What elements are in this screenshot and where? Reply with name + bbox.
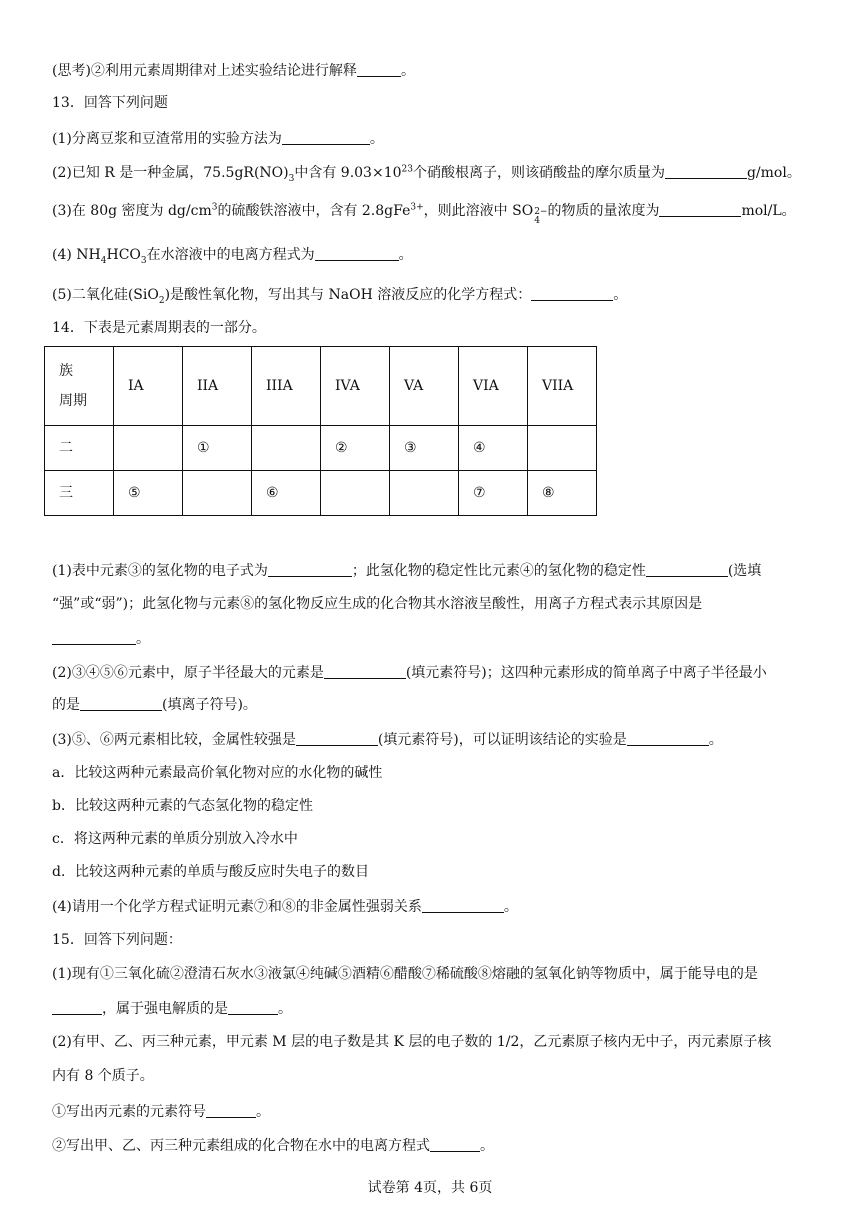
question-14-1-cont: “强”或“弱”)；此氢化物与元素⑧的氢化物反应生成的化合物其水溶液呈酸性，用离子方程式表示其原因是 (52, 596, 703, 612)
group-header: IVA (321, 347, 390, 426)
subscript: 3 (288, 173, 295, 184)
text: ①写出丙元素的元素符号 (52, 1104, 206, 1120)
option-d: d．比较这两种元素的单质与酸反应时失电子的数目 (52, 864, 369, 880)
superscript: 2− (534, 207, 548, 217)
table-header-row (45, 347, 597, 426)
question-13-title: 13．回答下列问题 (52, 95, 168, 111)
question-13-2 (52, 164, 820, 185)
answer-blank[interactable] (52, 1000, 102, 1015)
table-cell (321, 471, 390, 516)
group-header: IIA (183, 347, 252, 426)
table-row (45, 426, 597, 471)
superscript: 23 (401, 164, 413, 175)
answer-blank[interactable] (324, 664, 406, 679)
text: ，则此溶液中 SO (423, 203, 534, 219)
question-12-think-line (52, 62, 820, 80)
period-label: 周期 (59, 393, 87, 409)
text: (3)⑤、⑥两元素相比较，金属性较强是 (52, 732, 296, 748)
text: 。 (708, 732, 723, 748)
table-cell: ⑦ (459, 471, 528, 516)
answer-blank[interactable] (296, 731, 378, 746)
text: 。 (613, 287, 628, 303)
answer-blank[interactable] (531, 286, 613, 301)
text: 。 (278, 1001, 292, 1017)
superscript: 3 (211, 202, 218, 213)
text: 。 (503, 899, 518, 915)
question-15-1-cont (52, 1000, 820, 1018)
answer-blank[interactable] (80, 696, 162, 711)
text: 的物质的量浓度为 (547, 203, 660, 219)
table-cell (183, 471, 252, 516)
question-13-5 (52, 286, 820, 307)
text: (3)在 80g 密度为 dg/cm (52, 203, 212, 219)
text: 。 (256, 1104, 270, 1120)
answer-blank[interactable] (357, 62, 401, 77)
table-cell: ⑤ (114, 471, 183, 516)
question-14-1 (52, 562, 820, 580)
text: )是酸性氧化物，写出其与 NaOH 溶液反应的化学方程式： (164, 287, 532, 303)
text: ；此氢化物的稳定性比元素④的氢化物的稳定性 (351, 563, 646, 579)
text: (2)已知 R 是一种金属，75.5gR(NO (52, 165, 284, 181)
text: 在水溶液中的电离方程式为 (146, 247, 315, 263)
group-label: 族 (59, 363, 73, 379)
option-a: a．比较这两种元素最高价氧化物对应的水化物的碱性 (52, 765, 383, 781)
table-cell: ⑧ (528, 471, 597, 516)
text: 。 (398, 247, 413, 263)
answer-blank[interactable] (422, 898, 504, 913)
text: (5)二氧化硅(SiO (52, 287, 159, 303)
answer-blank[interactable] (315, 246, 399, 261)
answer-blank[interactable] (228, 1000, 278, 1015)
text: 。 (400, 63, 415, 79)
table-cell (252, 426, 321, 471)
table-cell: ② (321, 426, 390, 471)
question-14-1-answer (52, 630, 820, 648)
question-14-title: 14．下表是元素周期表的一部分。 (52, 320, 266, 336)
text: (思考)②利用元素周期律对上述实验结论进行解释 (52, 63, 357, 79)
question-15-title: 15．回答下列问题： (52, 932, 182, 948)
answer-blank[interactable] (52, 630, 136, 645)
subscript: 3 (140, 255, 147, 266)
question-13-1 (52, 130, 820, 148)
text: (填元素符号)，可以证明该结论的实验是 (377, 732, 627, 748)
table-cell: ④ (459, 426, 528, 471)
group-header: VIIA (528, 347, 597, 426)
option-c: c．将这两种元素的单质分别放入冷水中 (52, 831, 298, 847)
answer-blank[interactable] (627, 731, 709, 746)
table-cell (114, 426, 183, 471)
table-cell (528, 426, 597, 471)
question-13-4 (52, 246, 820, 267)
question-14-2 (52, 664, 820, 682)
question-15-1: (1)现有①三氧化硫②澄清石灰水③液氯④纯碱⑤酒精⑥醋酸⑦稀硫酸⑧熔融的氢氧化钠等物质中，属于能导电的是 (52, 966, 758, 982)
question-14-4 (52, 898, 820, 916)
table-cell: ⑥ (252, 471, 321, 516)
text: 中含有 9.03×10 (294, 165, 402, 181)
question-14-2-cont (52, 696, 820, 714)
question-13-3 (52, 202, 820, 226)
question-15-2-1 (52, 1103, 820, 1121)
periodic-table-excerpt (44, 346, 597, 516)
question-15-2-cont: 内有 8 个质子。 (52, 1068, 154, 1084)
group-header: VIA (459, 347, 528, 426)
subscript: 2 (158, 295, 165, 306)
table-cell (390, 471, 459, 516)
subscript: 4 (534, 216, 540, 226)
sulfate-charge (534, 208, 547, 226)
text: (4) NH (52, 247, 101, 263)
answer-blank[interactable] (206, 1103, 256, 1118)
question-15-2-2 (52, 1137, 820, 1155)
text: 。 (369, 131, 384, 147)
text: (4)请用一个化学方程式证明元素⑦和⑧的非金属性强弱关系 (52, 899, 422, 915)
text: HCO (106, 247, 141, 263)
table-corner-cell (45, 347, 114, 426)
answer-blank[interactable] (268, 562, 352, 577)
group-header: IIIA (252, 347, 321, 426)
table-cell: ③ (390, 426, 459, 471)
text: 个硝酸根离子，则该硝酸盐的摩尔质量为 (412, 165, 665, 181)
text: ，属于强电解质的是 (102, 1001, 228, 1017)
question-14-3 (52, 731, 820, 749)
option-b: b．比较这两种元素的气态氢化物的稳定性 (52, 798, 313, 814)
text: (选填 (727, 563, 762, 579)
text: (1)分离豆浆和豆渣常用的实验方法为 (52, 131, 282, 147)
answer-blank[interactable] (665, 164, 747, 179)
superscript: 3+ (410, 202, 424, 213)
group-header: VA (390, 347, 459, 426)
text: (1)表中元素③的氢化物的电子式为 (52, 563, 268, 579)
text: ②写出甲、乙、丙三种元素组成的化合物在水中的电离方程式 (52, 1138, 430, 1154)
subscript: 4 (100, 255, 107, 266)
table-row (45, 471, 597, 516)
question-15-2: (2)有甲、乙、丙三种元素，甲元素 M 层的电子数是其 K 层的电子数的 1/2，乙元素原子核内无中子，丙元素原子核 (52, 1034, 772, 1050)
answer-blank[interactable] (659, 202, 741, 217)
text: 。 (136, 631, 150, 647)
answer-blank[interactable] (430, 1137, 480, 1152)
period-cell: 三 (45, 471, 114, 516)
answer-blank[interactable] (282, 130, 370, 145)
page-footer: 试卷第 4页，共 6页 (367, 1180, 493, 1196)
period-cell: 二 (45, 426, 114, 471)
text: 的硫酸铁溶液中，含有 2.8gFe (217, 203, 411, 219)
text: (填元素符号)；这四种元素形成的简单离子中离子半径最小 (405, 665, 767, 681)
text: 。 (480, 1138, 494, 1154)
text: (2)③④⑤⑥元素中，原子半径最大的元素是 (52, 665, 324, 681)
group-header: IA (114, 347, 183, 426)
text: mol/L。 (741, 203, 796, 219)
answer-blank[interactable] (646, 562, 728, 577)
text: ) (283, 165, 289, 181)
text: 的是 (52, 697, 80, 713)
text: (填离子符号)。 (162, 697, 257, 713)
text: g/mol。 (746, 165, 801, 181)
table-cell: ① (183, 426, 252, 471)
